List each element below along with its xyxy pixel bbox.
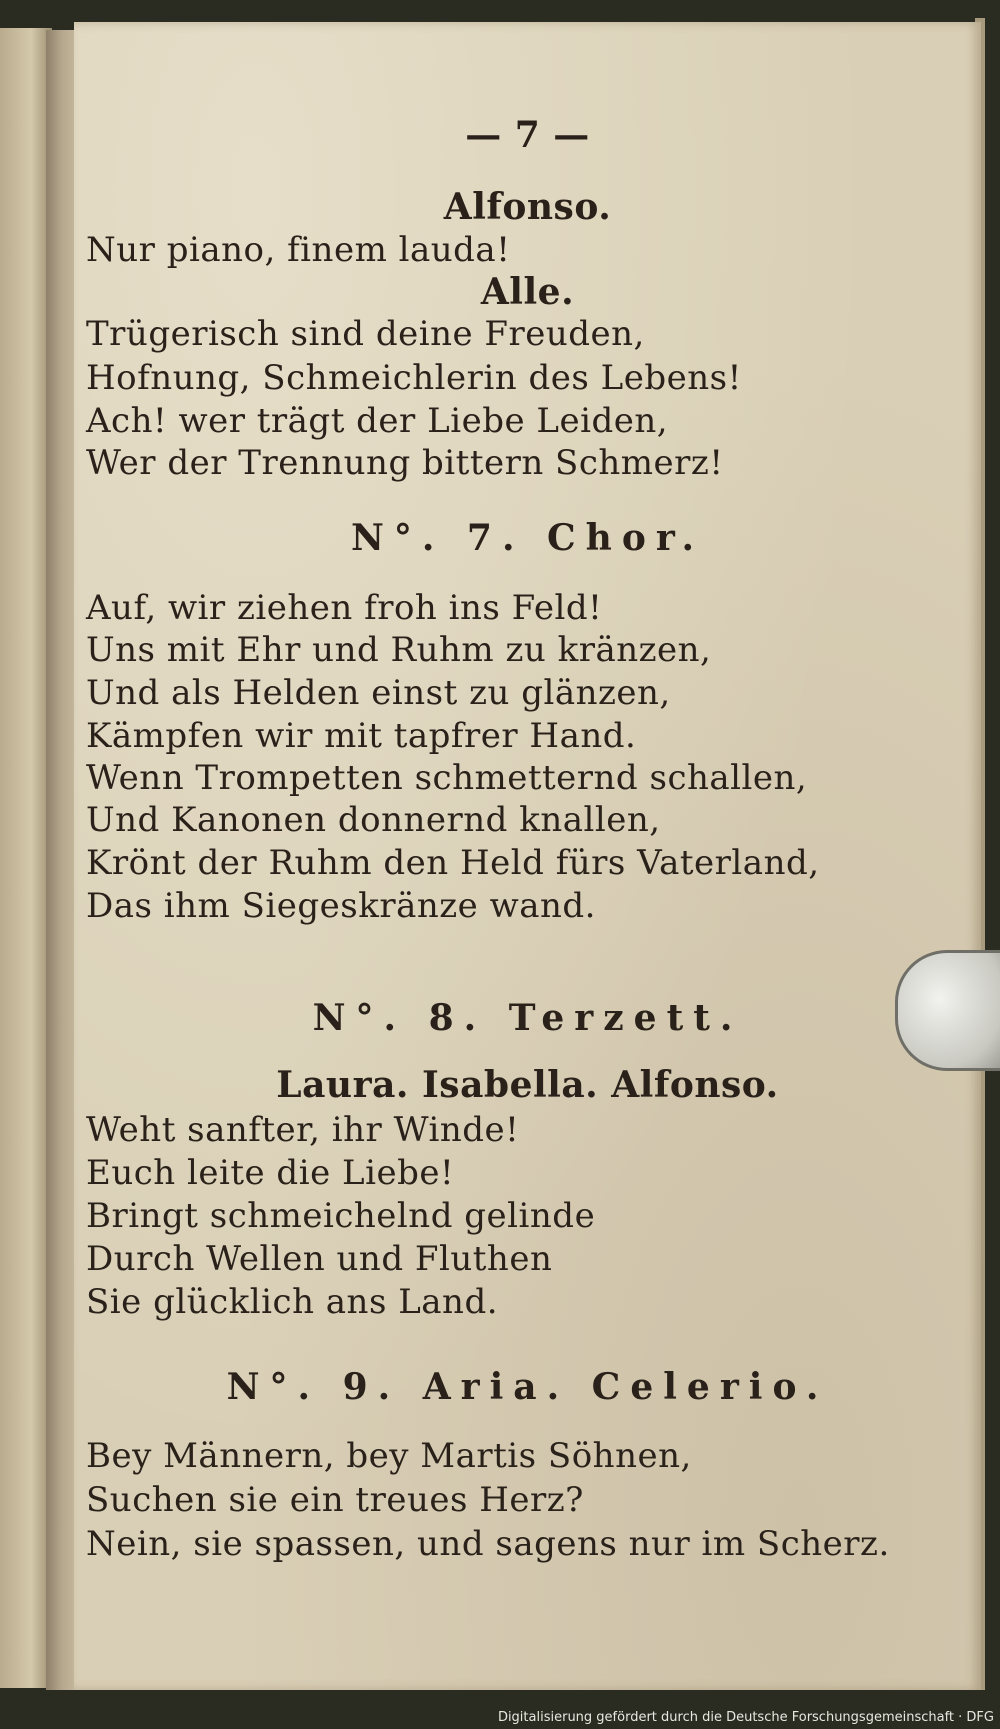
- text-line: Das ihm Siegeskränze wand.: [86, 886, 596, 926]
- speaker-heading: Alle.: [480, 271, 575, 313]
- text-line: Bey Männern, bey Martis Söhnen,: [86, 1436, 692, 1476]
- text-line: Und Kanonen donnernd knallen,: [86, 800, 661, 840]
- text-line: Krönt der Ruhm den Held fürs Vaterland,: [86, 843, 820, 883]
- page-text: [74, 22, 981, 1690]
- text-line: Nein, sie spassen, und sagens nur im Scherz.: [86, 1524, 890, 1564]
- text-line: Ach! wer trägt der Liebe Leiden,: [86, 401, 669, 441]
- text-line: Euch leite die Liebe!: [86, 1153, 455, 1193]
- text-line: Und als Helden einst zu glänzen,: [86, 673, 671, 713]
- text-line: Hofnung, Schmeichlerin des Lebens!: [86, 358, 742, 398]
- text-line: Suchen sie ein treues Herz?: [86, 1480, 584, 1520]
- number-heading: N°. 9. Aria. Celerio.: [226, 1366, 829, 1408]
- facing-page-edge: [0, 28, 52, 1688]
- text-line: Wer der Trennung bittern Schmerz!: [86, 443, 724, 483]
- text-line: Bringt schmeichelnd gelinde: [86, 1196, 596, 1236]
- speaker-heading: Alfonso.: [443, 186, 612, 228]
- number-heading: N°. 8. Terzett.: [312, 997, 743, 1039]
- book-page: [74, 22, 981, 1690]
- text-line: Durch Wellen und Fluthen: [86, 1239, 553, 1279]
- digitization-credit: Digitalisierung gefördert durch die Deutsche Forschungsgemeinschaft · DFG: [497, 1710, 994, 1725]
- text-line: Wenn Trompetten schmetternd schallen,: [86, 758, 808, 798]
- page-number: — 7 —: [465, 114, 590, 156]
- page-clip: [895, 950, 1000, 1071]
- text-line: Uns mit Ehr und Ruhm zu kränzen,: [86, 630, 712, 670]
- number-heading: N°. 7. Chor.: [350, 517, 705, 559]
- speaker-heading: Laura. Isabella. Alfonso.: [276, 1064, 779, 1106]
- text-line: Sie glücklich ans Land.: [86, 1282, 499, 1322]
- text-line: Weht sanfter, ihr Winde!: [86, 1110, 520, 1150]
- text-line: Nur piano, finem lauda!: [86, 230, 511, 270]
- text-line: Auf, wir ziehen froh ins Feld!: [86, 588, 603, 628]
- text-line: Kämpfen wir mit tapfrer Hand.: [86, 716, 637, 756]
- text-line: Trügerisch sind deine Freuden,: [86, 314, 645, 354]
